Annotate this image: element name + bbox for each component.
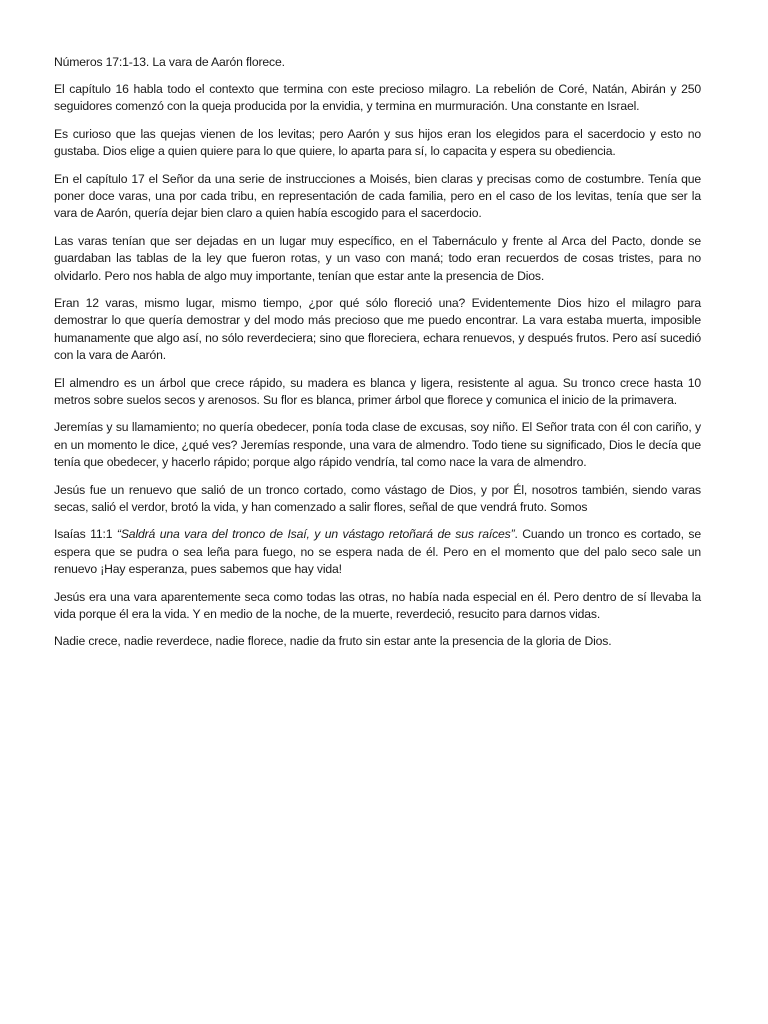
paragraph: Jesús era una vara aparentemente seca como todas las otras, no había nada especial en él. Pero dentro de sí llevaba la vida porque él era la vida. Y en medio de la noche, de la muerte, reverdeció, resucito para darnos vidas. [54, 589, 701, 621]
paragraph: Las varas tenían que ser dejadas en un lugar muy específico, en el Tabernáculo y frente al Arca del Pacto, donde se guardaban las tablas de la ley que fueron rotas, y un vaso con maná; todo eran recuerdos de cosas tristes, para no olvidarlo. Pero nos habla de algo muy importante, tenían que estar ante la presencia de Dios. [54, 234, 701, 283]
paragraph: Eran 12 varas, mismo lugar, mismo tiempo, ¿por qué sólo floreció una? Evidentemente Dios hizo el milagro para demostrar lo que quería demostrar y del modo más precioso que me puedo encontrar. La vara estaba muerta, imposible humanamente que algo así, no sólo reverdeciera; sino que floreciera, echara renuevos, y después frutos. Pero así sucedió con la vara de Aarón. [54, 296, 701, 362]
isaiah-reference: Isaías 11:1 [54, 527, 113, 542]
document-page [54, 54, 701, 661]
paragraph: Jeremías y su llamamiento; no quería obedecer, ponía toda clase de excusas, soy niño. El Señor trata con él con cariño, y en un momento le dice, ¿qué ves? Jeremías responde, una vara de almendro. Todo tiene su significado, Dios le decía que tenía que obedecer, y hacerlo rápido; porque algo rápido vendría, tal como nace la vara de almendro. [54, 420, 701, 469]
isaiah-quote: “Saldrá una vara del tronco de Isaí, y un vástago retoñará de sus raíces” [116, 527, 515, 542]
paragraph: El capítulo 16 habla todo el contexto que termina con este precioso milagro. La rebelión de Coré, Natán, Abirán y 250 seguidores comenzó con la queja producida por la envidia, y termina en murmuración. Una constante en Israel. [54, 82, 701, 114]
closing-paragraph: Nadie crece, nadie reverdece, nadie florece, nadie da fruto sin estar ante la presencia de la gloria de Dios. [54, 634, 612, 649]
paragraph: En el capítulo 17 el Señor da una serie de instrucciones a Moisés, bien claras y precisas como de costumbre. Tenía que poner doce varas, una por cada tribu, en representación de cada familia, pero en el caso de los levitas, tenía que ser la vara de Aarón, quería dejar bien claro a quien había escogido para el sacerdocio. [54, 172, 701, 221]
paragraph: El almendro es un árbol que crece rápido, su madera es blanca y ligera, resistente al agua. Su tronco crece hasta 10 metros sobre suelos secos y arenosos. Su flor es blanca, primer árbol que florece y comunica el inicio de la primavera. [54, 375, 701, 407]
document-title: Números 17:1-13. La vara de Aarón florece. [54, 55, 285, 69]
paragraph: Jesús fue un renuevo que salió de un tronco cortado, como vástago de Dios, y por Él, nosotros también, siendo varas secas, salió el verdor, brotó la vida, y han comenzado a salir flores, señal de que vendrá fruto. Somos [54, 482, 701, 514]
isaiah-commentary: . Cuando un tronco es cortado, se espera que se pudra o sea leña para fuego, no se espera nada de él. Pero en el momento que del palo seco sale un renuevo ¡Hay esperanza, pues sabemos que hay vida! [54, 527, 701, 576]
paragraph: Es curioso que las quejas vienen de los levitas; pero Aarón y sus hijos eran los elegidos para el sacerdocio y esto no gustaba. Dios elige a quien quiere para lo que quiere, lo aparta para sí, lo capacita y espera su obediencia. [54, 127, 701, 159]
isaiah-paragraph [54, 526, 701, 578]
